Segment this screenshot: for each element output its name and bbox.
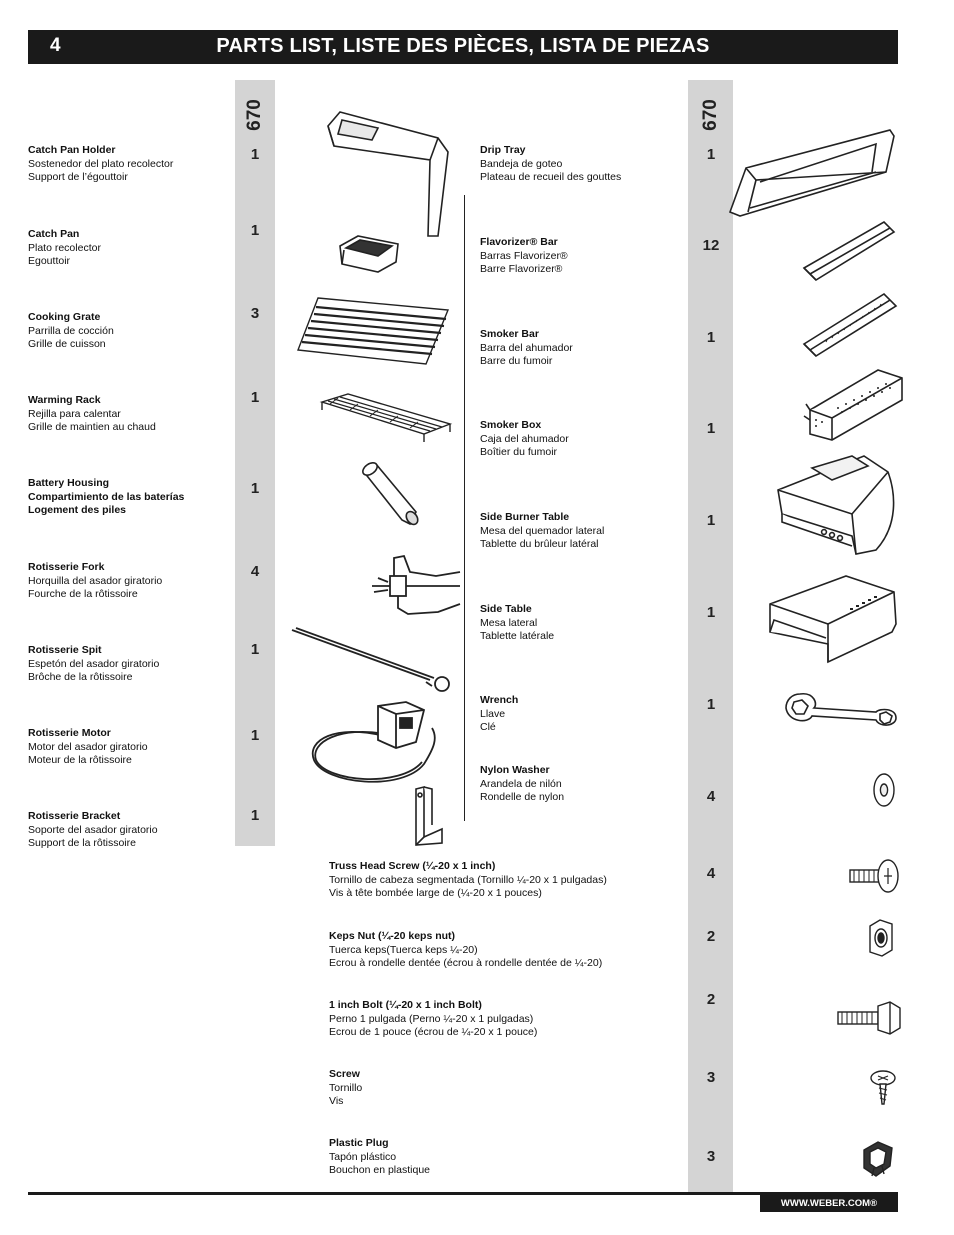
plastic-plug-illustration — [860, 1138, 896, 1180]
qty-rotisserie-bracket: 1 — [250, 807, 260, 824]
part-name-en: Wrench — [480, 694, 519, 706]
part-drip-tray — [480, 144, 621, 185]
part-name-fr: Barre Flavorizer® — [480, 263, 563, 275]
qty-catch-pan-holder: 1 — [250, 146, 260, 163]
part-smoker-box — [480, 419, 569, 460]
part-name-en: Rotisserie Bracket — [28, 810, 121, 822]
part-name-fr: Barre du fumoir — [480, 355, 553, 367]
part-name-fr: Tablette du brûleur latéral — [480, 538, 599, 550]
part-cooking-grate — [28, 311, 114, 352]
qty-catch-pan: 1 — [250, 222, 260, 239]
nylon-washer-illustration — [870, 770, 900, 810]
side-table-illustration — [766, 572, 900, 668]
part-rotisserie-fork — [28, 561, 162, 602]
qty-keps-nut: 2 — [706, 928, 716, 945]
part-name-fr: Support de la rôtissoire — [28, 837, 136, 849]
side-burner-table-illustration — [772, 450, 898, 556]
flavorizer-bar-illustration — [800, 218, 896, 284]
part-name-fr: Boîtier du fumoir — [480, 446, 558, 458]
part-smoker-bar — [480, 328, 573, 369]
part-name-es: Parrilla de cocción — [28, 324, 114, 337]
part-side-burner-table — [480, 511, 604, 552]
footer-website-link[interactable]: WWW.WEBER.COM® — [760, 1195, 898, 1212]
part-name-es: Mesa lateral — [480, 616, 538, 629]
qty-nylon-washer: 4 — [706, 788, 716, 805]
part-name-fr: Brôche de la rôtissoire — [28, 671, 133, 683]
part-rotisserie-motor — [28, 727, 148, 768]
bolt-illustration — [836, 1000, 902, 1036]
qty-smoker-box: 1 — [706, 420, 716, 437]
part-name-en: Side Burner Table — [480, 511, 570, 523]
warming-rack-illustration — [318, 390, 454, 442]
rotisserie-fork-illustration — [364, 552, 464, 622]
screw-illustration — [868, 1068, 898, 1108]
qty-rotisserie-spit: 1 — [250, 641, 260, 658]
catch-pan-illustration — [336, 232, 402, 274]
part-name-es: Tornillo — [329, 1081, 363, 1094]
part-name-fr: Grille de maintien au chaud — [28, 421, 156, 433]
part-name-es: Llave — [480, 707, 506, 720]
part-name-en: Rotisserie Motor — [28, 727, 111, 739]
part-name-en: Nylon Washer — [480, 764, 550, 776]
smoker-box-illustration — [802, 360, 904, 444]
part-screw — [329, 1068, 362, 1109]
part-warming-rack — [28, 394, 156, 435]
quantity-column-right — [688, 80, 733, 1192]
part-name-es: Sostenedor del plato recolector — [28, 157, 174, 170]
column-divider — [464, 195, 465, 821]
part-catch-pan-holder — [28, 144, 173, 185]
part-name-es: Caja del ahumador — [480, 432, 569, 445]
qty-side-table: 1 — [706, 604, 716, 621]
keps-nut-illustration — [866, 918, 896, 958]
qty-drip-tray: 1 — [706, 146, 716, 163]
part-name-fr: Ecrou de 1 pouce (écrou de ¼-20 x 1 pouce) — [329, 1026, 538, 1038]
part-name-en: Rotisserie Fork — [28, 561, 105, 573]
part-name-fr: Bouchon en plastique — [329, 1164, 430, 1176]
rotisserie-bracket-illustration — [412, 785, 448, 847]
part-name-en: 1 inch Bolt (¼-20 x 1 inch Bolt) — [329, 999, 482, 1011]
qty-rotisserie-motor: 1 — [250, 727, 260, 744]
qty-rotisserie-fork: 4 — [250, 563, 260, 580]
qty-battery-housing: 1 — [250, 480, 260, 497]
part-bolt — [329, 999, 537, 1040]
part-flavorizer-bar — [480, 236, 568, 277]
part-name-en: Rotisserie Spit — [28, 644, 102, 656]
part-name-en: Warming Rack — [28, 394, 101, 406]
part-keps-nut — [329, 930, 602, 971]
part-name-fr: Tablette latérale — [480, 630, 555, 642]
part-name-fr: Clé — [480, 721, 496, 733]
quantity-column-left — [235, 80, 275, 846]
drip-tray-illustration — [726, 124, 896, 222]
part-battery-housing — [28, 477, 184, 518]
part-wrench — [480, 694, 518, 735]
qty-screw: 3 — [706, 1069, 716, 1086]
part-name-es: Barra del ahumador — [480, 341, 573, 354]
part-name-en: Cooking Grate — [28, 311, 101, 323]
cooking-grate-illustration — [296, 292, 452, 368]
part-name-en: Smoker Box — [480, 419, 542, 431]
part-name-fr: Fourche de la rôtissoire — [28, 588, 138, 600]
part-name-es: Arandela de nilón — [480, 777, 562, 790]
qty-wrench: 1 — [706, 696, 716, 713]
wrench-illustration — [780, 688, 900, 728]
rotisserie-motor-illustration — [306, 700, 452, 792]
model-number-left: 670 — [244, 99, 265, 131]
page-title: PARTS LIST, LISTE DES PIÈCES, LISTA DE PIEZAS — [216, 35, 710, 57]
part-truss-head-screw — [329, 860, 607, 901]
part-plastic-plug — [329, 1137, 430, 1178]
qty-warming-rack: 1 — [250, 389, 260, 406]
qty-smoker-bar: 1 — [706, 329, 716, 346]
qty-truss-head-screw: 4 — [706, 865, 716, 882]
part-name-en: Battery Housing — [28, 477, 110, 489]
part-name-en: Smoker Bar — [480, 328, 539, 340]
rotisserie-spit-illustration — [290, 626, 458, 694]
part-name-es: Bandeja de goteo — [480, 157, 563, 170]
catch-pan-holder-illustration — [320, 108, 455, 240]
part-name-es: Barras Flavorizer® — [480, 249, 568, 262]
part-name-es: Rejilla para calentar — [28, 407, 121, 420]
part-name-en: Flavorizer® Bar — [480, 236, 558, 248]
part-name-es: Soporte del asador giratorio — [28, 823, 158, 836]
part-name-es: Tornillo de cabeza segmentada (Tornillo ¼-20 x 1 pulgadas) — [329, 873, 607, 886]
part-name-es: Perno 1 pulgada (Perno ¼-20 x 1 pulgadas) — [329, 1012, 534, 1025]
part-name-es: Plato recolector — [28, 241, 101, 254]
part-catch-pan — [28, 228, 101, 269]
qty-bolt: 2 — [706, 991, 716, 1008]
part-name-es: Horquilla del asador giratorio — [28, 574, 163, 587]
part-name-es: Espetón del asador giratorio — [28, 657, 160, 670]
part-name-es: Motor del asador giratorio — [28, 740, 148, 753]
page-number: 4 — [50, 35, 61, 56]
qty-side-burner-table: 1 — [706, 512, 716, 529]
part-name-es: Compartimiento de las baterías — [28, 490, 185, 503]
qty-flavorizer-bar: 12 — [702, 237, 720, 254]
part-name-fr: Vis — [329, 1095, 344, 1107]
part-name-fr: Support de l’égouttoir — [28, 171, 128, 183]
model-number-right: 670 — [699, 99, 721, 131]
part-name-fr: Ecrou à rondelle dentée (écrou à rondelle dentée de ¼-20) — [329, 957, 603, 969]
part-name-en: Truss Head Screw (¼-20 x 1 inch) — [329, 860, 496, 872]
part-name-fr: Vis à tête bombée large de (¼-20 x 1 pouces) — [329, 887, 542, 899]
part-rotisserie-spit — [28, 644, 159, 685]
qty-cooking-grate: 3 — [250, 305, 260, 322]
truss-head-screw-illustration — [848, 858, 900, 894]
part-rotisserie-bracket — [28, 810, 158, 851]
part-name-fr: Logement des piles — [28, 504, 127, 516]
part-nylon-washer — [480, 764, 564, 805]
part-side-table — [480, 603, 554, 644]
part-name-fr: Egouttoir — [28, 255, 71, 267]
part-name-fr: Plateau de recueil des gouttes — [480, 171, 622, 183]
part-name-en: Keps Nut (¼-20 keps nut) — [329, 930, 456, 942]
part-name-fr: Moteur de la rôtissoire — [28, 754, 132, 766]
part-name-fr: Grille de cuisson — [28, 338, 106, 350]
part-name-en: Catch Pan — [28, 228, 80, 240]
part-name-fr: Rondelle de nylon — [480, 791, 565, 803]
part-name-es: Tapón plástico — [329, 1150, 397, 1163]
battery-housing-illustration — [356, 460, 424, 528]
part-name-en: Drip Tray — [480, 144, 526, 156]
qty-plastic-plug: 3 — [706, 1148, 716, 1165]
smoker-bar-illustration — [798, 290, 898, 360]
part-name-en: Screw — [329, 1068, 360, 1080]
part-name-en: Catch Pan Holder — [28, 144, 116, 156]
part-name-es: Tuerca keps(Tuerca keps ¼-20) — [329, 943, 478, 956]
page-header — [28, 30, 898, 64]
part-name-en: Plastic Plug — [329, 1137, 389, 1149]
part-name-es: Mesa del quemador lateral — [480, 524, 605, 537]
part-name-en: Side Table — [480, 603, 532, 615]
